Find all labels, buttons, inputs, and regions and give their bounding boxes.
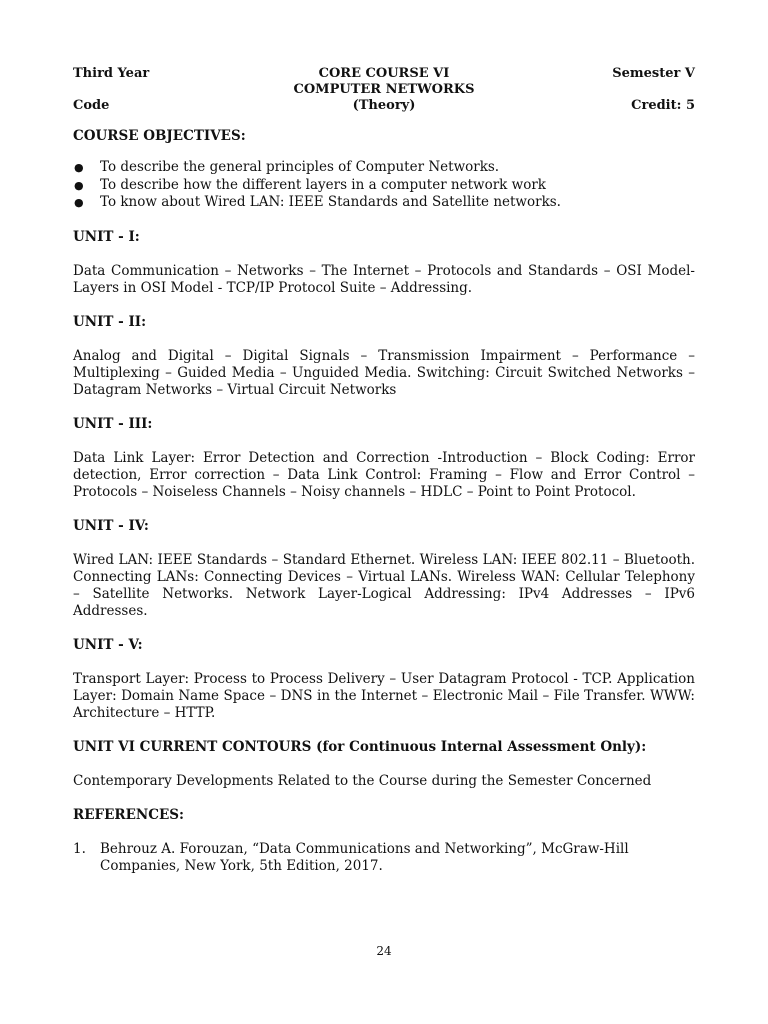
- unit-5-text: Transport Layer: Process to Process Delivery – User Datagram Protocol - TCP. Application Layer: Domain Name Space – DNS in the Internet – Electronic Mail – File Transfer. WWW: Architecture – HTTP.: [73, 670, 695, 721]
- header-row-3: [73, 98, 695, 114]
- course-mode: (Theory): [352, 98, 416, 113]
- unit-3-text: Data Link Layer: Error Detection and Correction -Introduction – Block Coding: Error detection, Error correction – Data Link Control: Framing – Flow and Error Control – Protocols – Noiseless Channels – Noisy channels – HDLC – Point to Point Protocol.: [73, 449, 695, 500]
- unit-2-text: Analog and Digital – Digital Signals – Transmission Impairment – Performance – Multiplexing – Guided Media – Unguided Media. Switching: Circuit Switched Networks – Datagram Networks – Virtual Circuit Networks: [73, 347, 695, 398]
- document-page: [73, 66, 695, 876]
- list-item: ● To know about Wired LAN: IEEE Standards and Satellite networks.: [74, 194, 561, 210]
- course-header: [73, 66, 695, 114]
- unit-4-text: Wired LAN: IEEE Standards – Standard Ethernet. Wireless LAN: IEEE 802.11 – Bluetooth. Connecting LANs: Connecting Devices – Virtual LANs. Wireless WAN: Cellular Telephony – Satellite Networks. Network Layer-Logical Addressing: IPv4 Addresses – IPv6 Addresses.: [73, 551, 695, 619]
- credit-label: Credit: 5: [631, 98, 695, 113]
- references-list: [73, 841, 695, 876]
- header-row-2: [73, 82, 695, 98]
- semester-label: Semester V: [612, 66, 695, 81]
- reference-number: 1.: [73, 840, 86, 857]
- bullet-icon: ●: [74, 161, 84, 174]
- unit-6-text: Contemporary Developments Related to the Course during the Semester Concerned: [73, 772, 652, 789]
- list-item: ● To describe the general principles of Computer Networks.: [74, 159, 500, 175]
- header-row-1: [73, 66, 695, 82]
- bullet-icon: ●: [74, 178, 84, 192]
- unit-4-heading: UNIT - IV:: [73, 517, 149, 534]
- references-heading: REFERENCES:: [73, 806, 184, 823]
- unit-1-text: Data Communication – Networks – The Internet – Protocols and Standards – OSI Model- Layers in OSI Model - TCP/IP Protocol Suite – Addressing.: [73, 262, 695, 296]
- page-number: 24: [376, 944, 392, 958]
- list-item: ● To describe how the different layers in a computer network work: [74, 176, 546, 193]
- course-type: CORE COURSE VI: [318, 66, 450, 81]
- year-label: Third Year: [73, 66, 150, 81]
- unit-6-heading: UNIT VI CURRENT CONTOURS (for Continuous Internal Assessment Only):: [73, 738, 647, 755]
- objectives-list: [73, 159, 695, 212]
- course-title: COMPUTER NETWORKS: [293, 82, 475, 97]
- code-label: Code: [73, 98, 110, 113]
- reference-text: Behrouz A. Forouzan, “Data Communications and Networking”, McGraw-Hill Companies, New York, 5th Edition, 2017.: [100, 840, 629, 874]
- bullet-icon: ●: [74, 196, 84, 209]
- unit-2-heading: UNIT - II:: [73, 313, 147, 330]
- unit-1-heading: UNIT - I:: [73, 228, 140, 245]
- list-item: [73, 841, 695, 876]
- unit-3-heading: UNIT - III:: [73, 415, 153, 432]
- objectives-heading: COURSE OBJECTIVES:: [73, 128, 246, 144]
- unit-5-heading: UNIT - V:: [73, 636, 143, 653]
